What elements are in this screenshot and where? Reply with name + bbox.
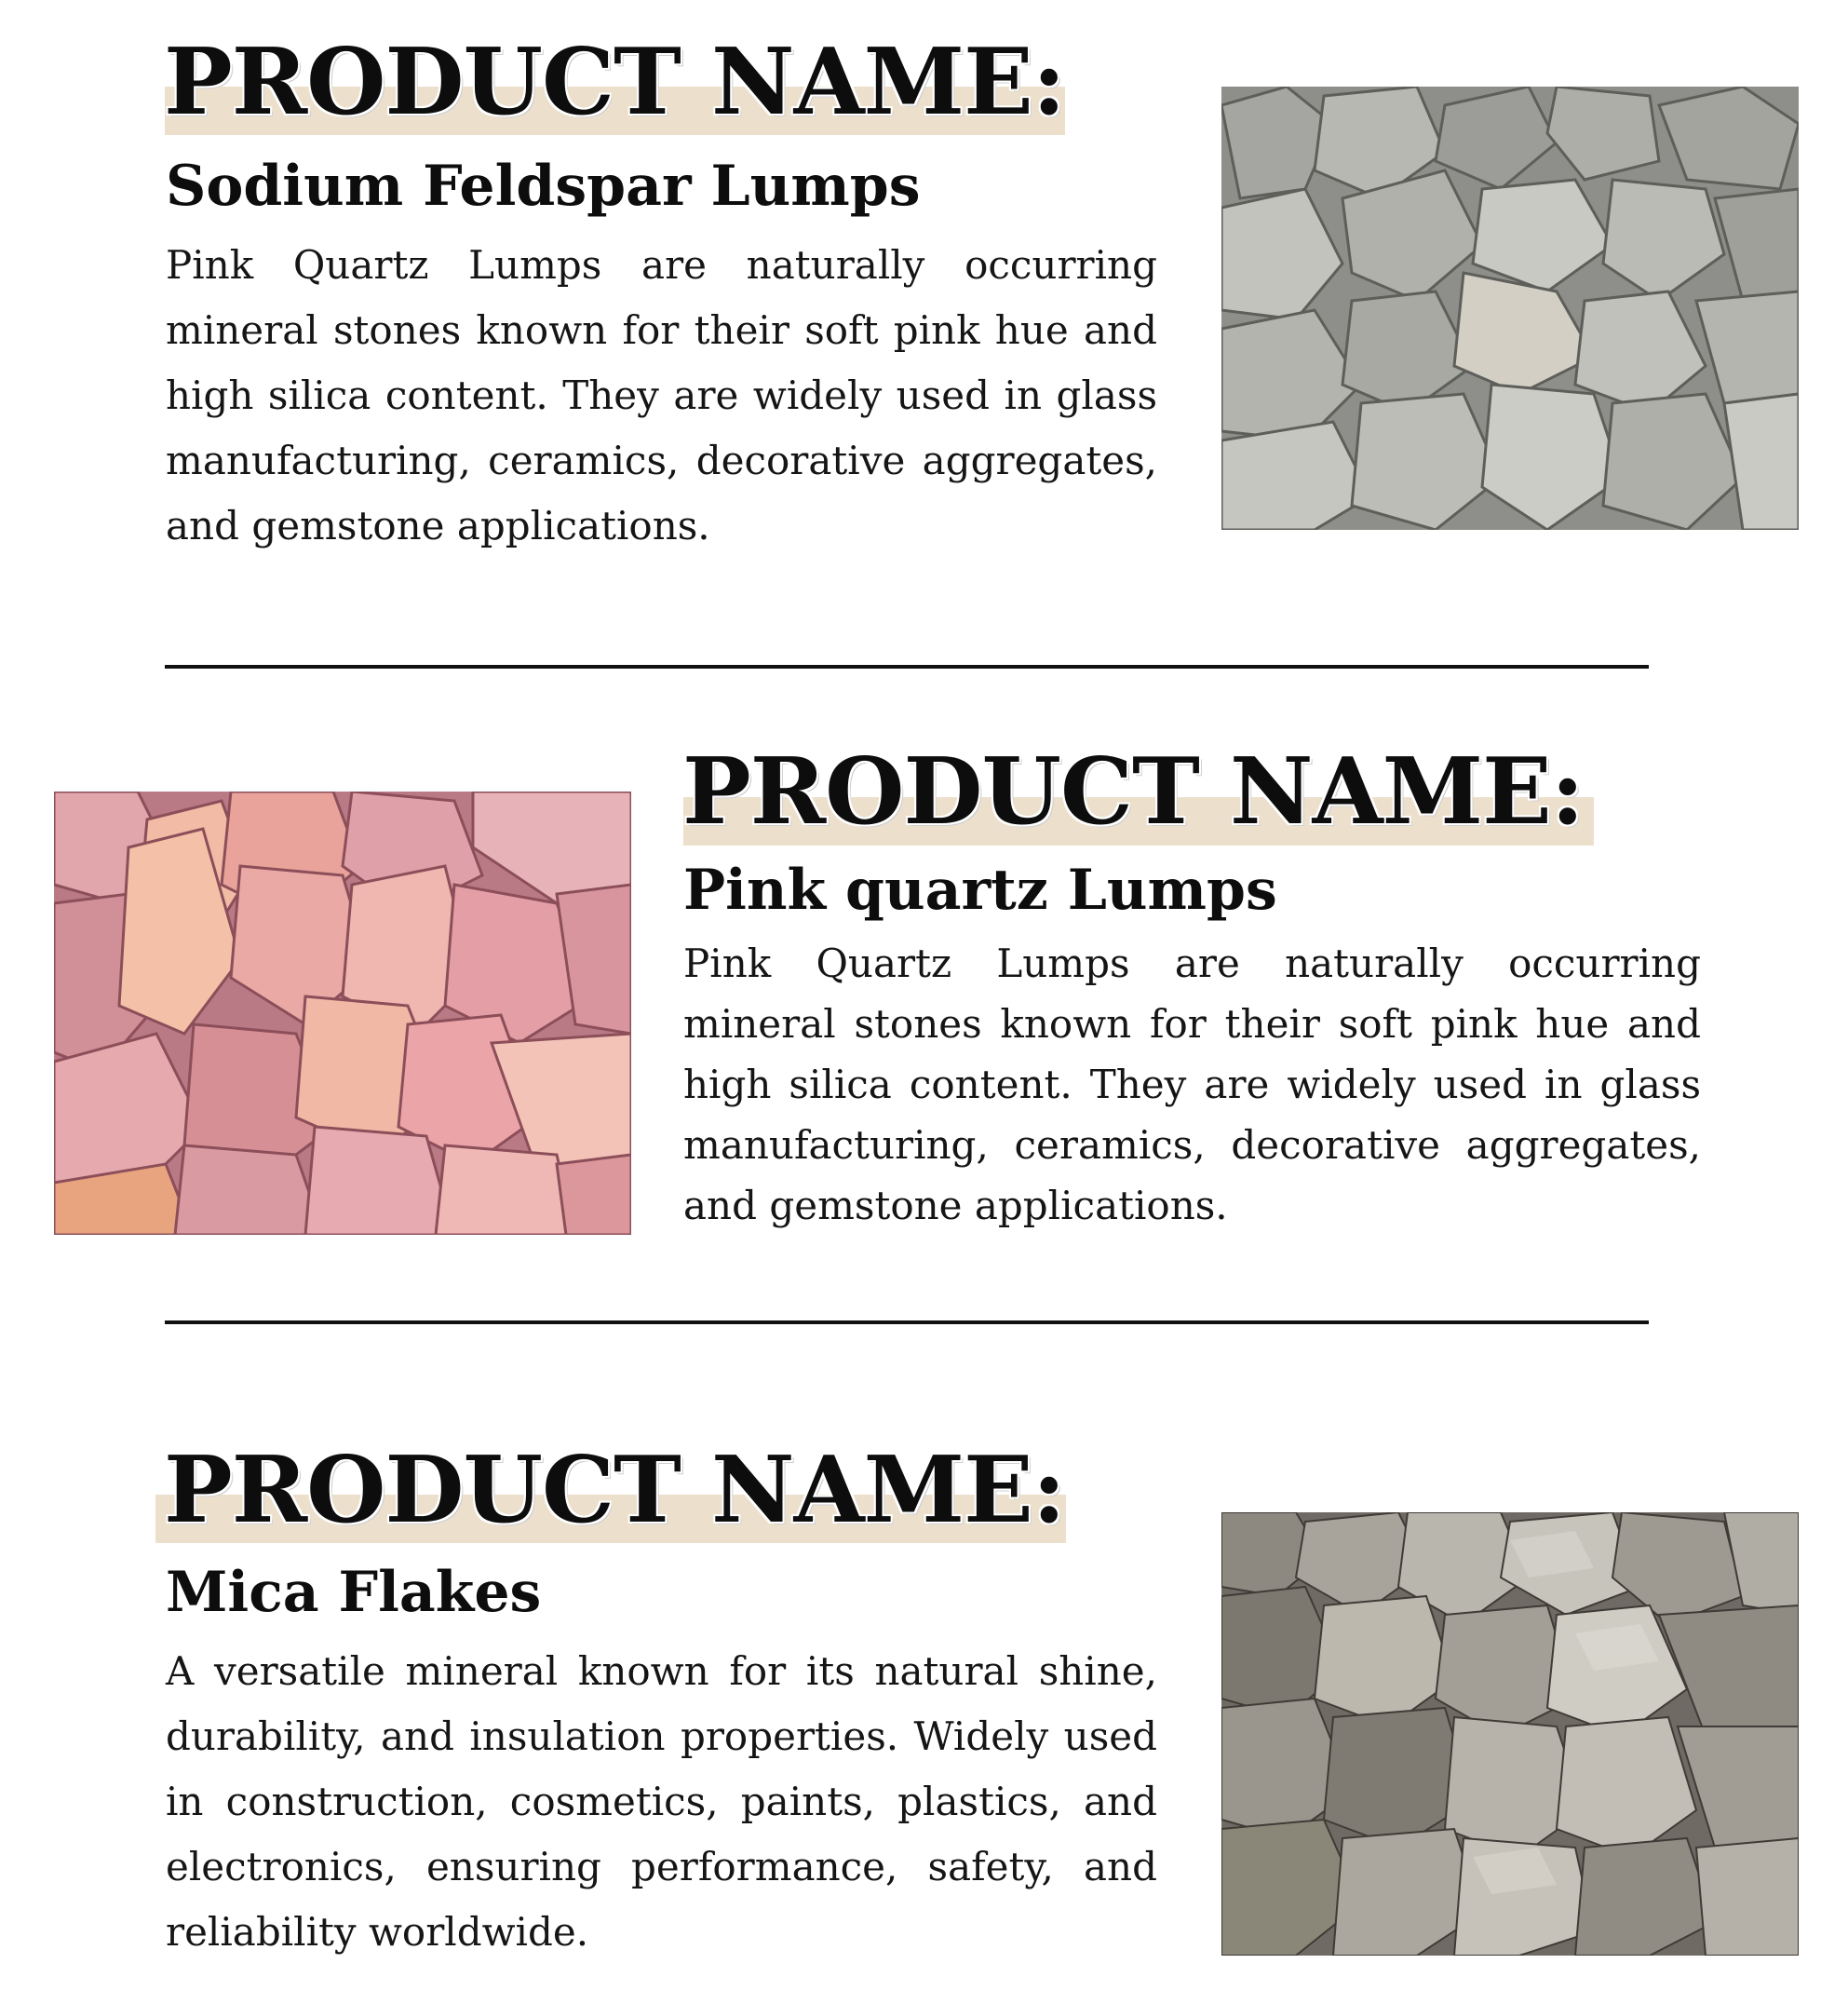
product-description-2: Pink Quartz Lumps are naturally occurring mineral stones known for their soft pink hue and high silica content. They are widely used in glass manufacturing, ceramics, decorative aggregates, and gemstone applications. (683, 941, 1701, 1228)
mica-flakes-photo (1221, 1512, 1799, 1956)
product-description-3: A versatile mineral known for its natural shine, durability, and insulation properties. Widely used in construction, cosmetics, paints, plastics, and electronics, ensuring performance, safety, and reliability worldwide. (166, 1648, 1157, 1955)
product-heading-1: PRODUCT NAME: (164, 29, 1065, 136)
product-name-1: Sodium Feldspar Lumps (166, 154, 921, 219)
product-section-2 (0, 689, 1848, 1266)
grey-feldspar-rocks-photo (1221, 87, 1799, 530)
product-name-3: Mica Flakes (166, 1560, 542, 1625)
product-section-1 (0, 0, 1848, 577)
product-name-2: Pink quartz Lumps (683, 858, 1277, 923)
product-heading-2: PRODUCT NAME: (682, 738, 1584, 846)
product-section-3 (0, 1397, 1848, 2004)
product-description-1: Pink Quartz Lumps are naturally occurring mineral stones known for their soft pink hue and high silica content. They are widely used in glass manufacturing, ceramics, decorative aggregates, and gemstone applications. (166, 242, 1157, 548)
section-divider-1 (165, 665, 1649, 669)
section-divider-2 (165, 1320, 1649, 1324)
product-heading-3: PRODUCT NAME: (164, 1437, 1065, 1544)
pink-quartz-rocks-photo (54, 792, 631, 1235)
